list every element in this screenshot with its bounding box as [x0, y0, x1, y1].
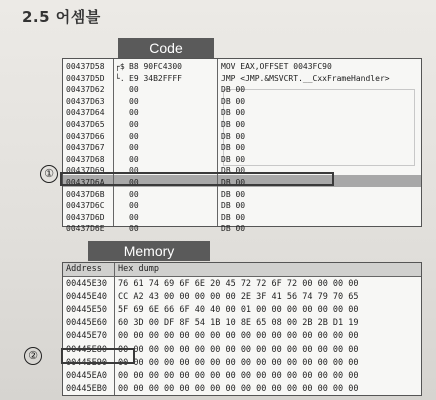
code-bytes: 00 — [129, 96, 139, 106]
memory-hex-bytes: 00 00 00 00 00 00 00 00 00 00 00 00 00 00 00 00 — [118, 357, 359, 368]
code-instruction: DB 00 — [221, 178, 246, 187]
code-bytes: 00 — [129, 189, 139, 199]
memory-address: 00445E40 — [66, 292, 107, 303]
code-address: 00437D5D — [66, 73, 105, 83]
code-bytes: 00 — [129, 108, 139, 118]
code-instruction: DB 00 — [221, 108, 246, 118]
code-instruction: DB 00 — [221, 224, 246, 234]
code-instruction: MOV EAX,OFFSET 0043FC90 — [221, 62, 332, 71]
memory-row[interactable] — [63, 303, 421, 317]
code-row[interactable] — [63, 84, 421, 96]
column-address-header: Address — [66, 264, 102, 274]
code-address: 00437D67 — [66, 143, 105, 153]
memory-hex-bytes: 60 3D 00 DF 8F 54 1B 10 8E 65 08 00 2B 2B D1 19 — [118, 318, 359, 329]
memory-address: 00445E30 — [66, 279, 107, 289]
code-instruction: DB 00 — [221, 131, 246, 141]
code-panel-tab: Code — [118, 38, 214, 58]
code-bytes: B8 90FC4300 — [129, 62, 182, 71]
code-row[interactable] — [63, 107, 421, 119]
code-bytes: 00 — [129, 178, 139, 187]
code-row[interactable] — [63, 200, 421, 212]
memory-row[interactable] — [63, 329, 421, 343]
code-instruction: JMP <JMP.&MSVCRT.__CxxFrameHandler> — [221, 73, 390, 83]
memory-address: 00445E70 — [66, 331, 107, 342]
memory-hex-bytes: 5F 69 6E 66 6F 40 40 00 01 00 00 00 00 00 00 00 — [118, 305, 359, 316]
code-bytes: 00 — [129, 120, 139, 129]
code-bytes: 00 — [129, 154, 139, 164]
memory-row[interactable] — [63, 277, 421, 291]
code-address: 00437D69 — [66, 166, 105, 176]
code-instruction: DB 00 — [221, 96, 246, 106]
code-address: 00437D65 — [66, 120, 105, 129]
code-instruction: DB 00 — [221, 120, 246, 129]
code-address: 00437D6E — [66, 224, 105, 234]
memory-hex-bytes: 76 61 74 69 6F 6E 20 45 72 72 6F 72 00 00 00 00 — [118, 279, 359, 289]
code-instruction: DB 00 — [221, 85, 246, 95]
code-address: 00437D6B — [66, 189, 105, 199]
memory-panel — [62, 262, 422, 396]
memory-address: 00445E90 — [66, 357, 107, 368]
memory-row[interactable] — [63, 369, 421, 383]
code-address: 00437D68 — [66, 154, 105, 164]
memory-hex-bytes: 00 00 00 00 00 00 00 00 00 00 00 00 00 00 00 00 — [118, 383, 359, 394]
memory-address: 00445E60 — [66, 318, 107, 329]
memory-highlight-box — [61, 348, 135, 364]
code-instruction: DB 00 — [221, 212, 246, 222]
code-row[interactable] — [63, 96, 421, 108]
code-address: 00437D6C — [66, 201, 105, 211]
memory-hex-bytes: 00 00 00 00 00 00 00 00 00 00 00 00 00 00 00 00 — [118, 370, 359, 381]
memory-hex-bytes: 00 00 00 00 00 00 00 00 00 00 00 00 00 00 00 00 — [118, 344, 359, 355]
code-highlight-box — [60, 172, 334, 186]
code-row[interactable] — [63, 61, 421, 73]
section-heading: 2.5 어셈블 — [22, 8, 101, 26]
memory-address: 00445EB0 — [66, 383, 107, 394]
code-instruction: DB 00 — [221, 189, 246, 199]
memory-address: 00445EA0 — [66, 370, 107, 381]
code-bytes: 00 — [129, 85, 139, 95]
code-address: 00437D66 — [66, 131, 105, 141]
memory-header — [63, 263, 421, 277]
code-instruction: DB 00 — [221, 201, 246, 211]
code-address: 00437D6A — [66, 178, 105, 187]
code-address: 00437D63 — [66, 96, 105, 106]
memory-address: 00445E80 — [66, 344, 107, 355]
code-bytes: 00 — [129, 166, 139, 176]
code-bytes: 00 — [129, 131, 139, 141]
code-row[interactable] — [63, 223, 421, 235]
memory-row[interactable] — [63, 290, 421, 304]
code-branch-mark: ┌$ — [115, 62, 125, 71]
code-address: 00437D64 — [66, 108, 105, 118]
code-row[interactable] — [63, 131, 421, 143]
memory-row[interactable] — [63, 316, 421, 330]
code-bytes: 00 — [129, 201, 139, 211]
code-instruction: DB 00 — [221, 154, 246, 164]
code-row[interactable] — [63, 142, 421, 154]
code-row[interactable] — [63, 189, 421, 201]
code-instruction: DB 00 — [221, 166, 246, 176]
column-hexdump-header: Hex dump — [118, 264, 159, 274]
code-address: 00437D58 — [66, 62, 105, 71]
memory-hex-bytes: 00 00 00 00 00 00 00 00 00 00 00 00 00 00 00 00 — [118, 331, 359, 342]
code-panel — [62, 58, 422, 234]
code-bytes: 00 — [129, 143, 139, 153]
code-bytes: 00 — [129, 224, 139, 234]
code-bytes: E9 34B2FFFF — [129, 73, 182, 83]
code-row[interactable] — [63, 212, 421, 224]
code-address: 00437D62 — [66, 85, 105, 95]
code-branch-mark: └. — [115, 73, 125, 83]
code-row[interactable] — [63, 154, 421, 166]
marker-2: ② — [24, 347, 42, 365]
memory-panel-tab: Memory — [88, 241, 210, 261]
code-bytes: 00 — [129, 212, 139, 222]
memory-row[interactable] — [63, 382, 421, 396]
code-row[interactable] — [63, 119, 421, 131]
marker-1: ① — [40, 165, 58, 183]
memory-hex-bytes: CC A2 43 00 00 00 00 00 2E 3F 41 56 74 79 70 65 — [118, 292, 359, 303]
memory-address: 00445E50 — [66, 305, 107, 316]
code-row[interactable] — [63, 73, 421, 85]
code-address: 00437D6D — [66, 212, 105, 222]
code-instruction: DB 00 — [221, 143, 246, 153]
